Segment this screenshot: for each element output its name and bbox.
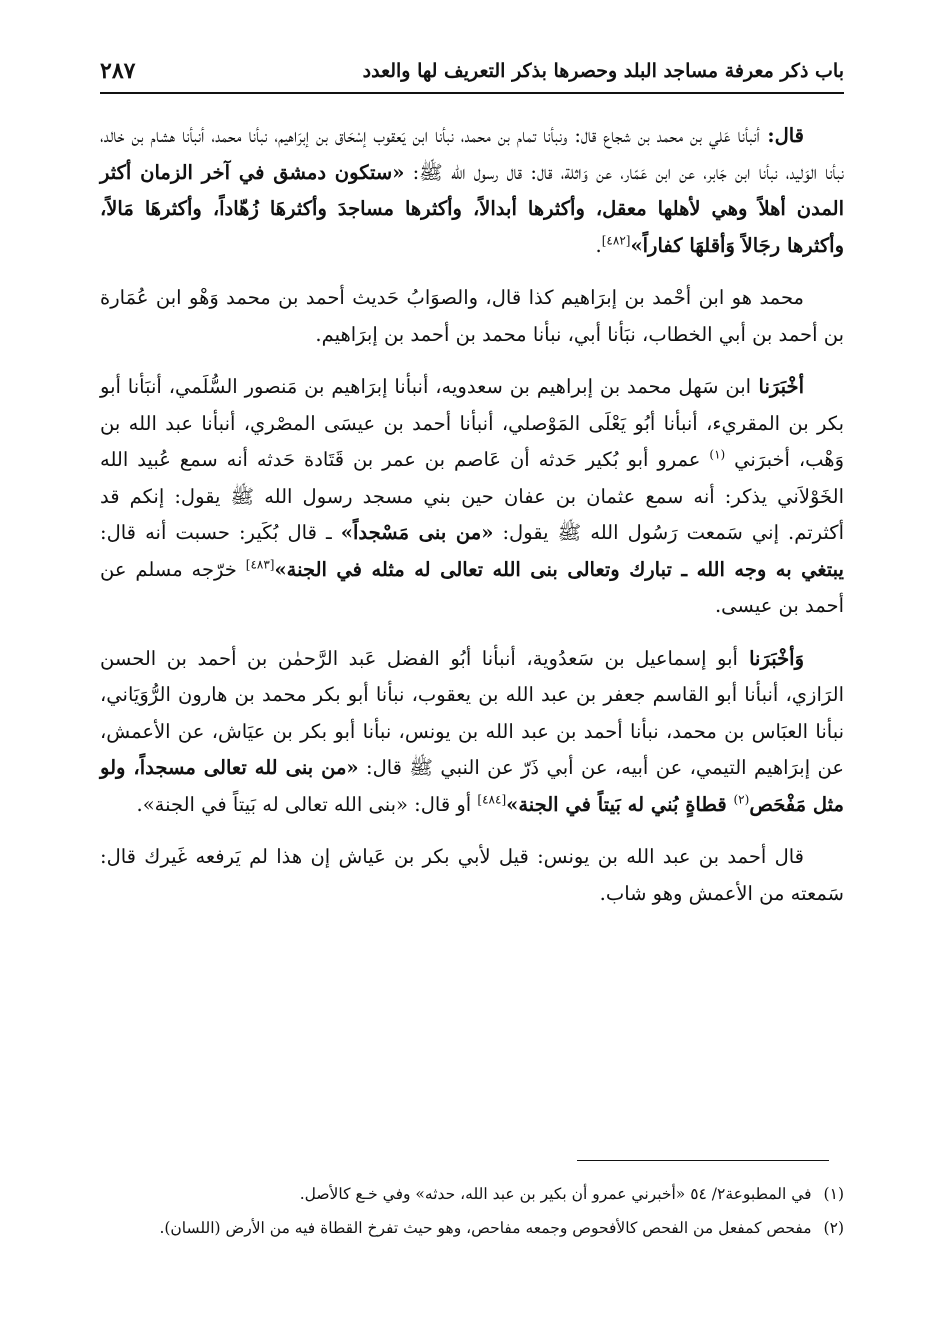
text-run: أنبأنا عَلي بن محمد بن شجاع قال: ونبأنا تمام بن محمد، نبأنا ابن يَعقوب إسْحَاق بن إبرَاهيم، نبأنا محمد، أنبأنا هشام بن خالد، نبأنا الوَليد، نبأنا ابن جَابر، عن ابن عَمّار، عن وَاثلة، قال: قال رسول الله ﷺ: xyxy=(100,124,844,184)
text-run: أو قال: «بنى الله تعالى له بَيتاً في الجنة». xyxy=(136,792,478,816)
text-run: . xyxy=(595,233,602,257)
bold-text: «ستكون دمشق في آخر الزمان أكثر المدن أهلاً وهي لأهلها معقل، وأكثرها أبدالاً، وأكثرها مساجدَ وأكثرهَا زُهّاداً، وأكثرهَا مَالاً، وأكثرها رجَالاً وَأقلهَا كفاراً» xyxy=(100,160,844,257)
reference-mark: [٤٨٤] xyxy=(477,792,507,806)
bold-text: قطاةٍ بُني له بَيتاً في الجنة» xyxy=(506,792,734,816)
text-run: عمرو أبو بُكير حَدثه أن عَاصم بن عمر بن قَتَادة حَدثه أنه سمع عُبيد الله الخَوْلاَني يذكر: أنه سمع عثمان بن عفان حين بني مسجد رسول الله ﷺ يقول: إنكم قد أكثرتم. إني سَمعت رَسُول الله ﷺ يقول: xyxy=(100,448,845,544)
footnotes xyxy=(100,1180,844,1248)
text-run: ـ قال بُكَير: حسبت أنه قال: xyxy=(100,521,341,544)
paragraph xyxy=(100,280,844,353)
text-run: أبو إسماعيل بن سَعدُوية، أنبأنا أبُو الفضل عَبد الرَّحمٰن بن أحمد بن الحسن الرَازي، أنبأنا أبو القاسم جعفر بن عبد الله بن يعقوب، نبأنا أبو بكر محمد بن هارون الرُّوَيَاني، نبأنا العبَاس بن محمد، نبأنا أحمد بن عبد الله بن يونس، نبأنا أبو بكر بن عيَاش، عن الأعمش، عن إبرَاهيم التيمي، عن أبيه، عن أبي ذَرّ عن النبي ﷺ قال: xyxy=(100,646,845,779)
footnote-divider xyxy=(577,1160,829,1161)
bold-text: يبتغي به وجه الله ـ تبارك وتعالى بنى الله تعالى له مثله في الجنة» xyxy=(274,557,844,581)
paragraph xyxy=(100,839,844,912)
main-text xyxy=(100,118,844,928)
reference-mark: (٢) xyxy=(733,792,750,806)
footnote xyxy=(100,1180,844,1208)
footnote-text: مفحص كمفعل من الفحص كالأفحوص وجمعه مفاحص، وهو حيث تفرخ القطاة فيه من الأرض (اللسان). xyxy=(159,1219,812,1237)
bold-text: قال: xyxy=(759,124,804,147)
text-run: خرّجه مسلم عن أحمد بن عيسى. xyxy=(100,557,844,617)
bold-text: «من بنى مَسْجداً» xyxy=(340,521,494,544)
text-run: قال أحمد بن عبد الله بن يونس: قيل لأبي بكر بن عَياش إن هذا لم يَرفعه غَيرك قال: سَمعته من الأعمش وهو شاب. xyxy=(100,845,844,905)
page-number: ٢٨٧ xyxy=(100,58,136,84)
text-run: ابن سَهل محمد بن إبراهيم بن سعدويه، أنبأنا إبرَاهيم بن مَنصور السُّلَمي، أنبَأنا أبو بكر بن المقريء، أنبأنا أبُو يَعْلَى المَوْصلي، أنبأنا أحمد بن عيسَى المصْري، أنبأنا عبد الله بن وَهْب، أخبرَني xyxy=(100,375,844,471)
paragraph xyxy=(100,641,844,824)
reference-mark: [٤٨٣] xyxy=(245,557,275,571)
reference-mark: [٤٨٢] xyxy=(601,233,631,247)
bold-text: أخْبَرَنا xyxy=(751,375,805,398)
footnote-number: (٢) xyxy=(823,1219,844,1237)
footnote-text: في المطبوعة٢/ ٥٤ «أخبرني عمرو أن بكير بن عبد الله، حدثه» وفي خـع كالأصل. xyxy=(299,1185,812,1203)
paragraph xyxy=(100,369,844,625)
footnote-number: (١) xyxy=(823,1185,844,1203)
reference-mark: (١) xyxy=(709,447,726,462)
paragraph xyxy=(100,118,844,264)
bold-text: وَأخْبَرَنا xyxy=(737,646,804,670)
running-title: باب ذكر معرفة مساجد البلد وحصرها بذكر التعريف لها والعدد xyxy=(362,60,844,82)
bold-text: «من بنى لله تعالى مسجداً، ولو مثل مَفْحَص xyxy=(100,756,844,816)
text-run: محمد هو ابن أحْمد بن إبرَاهيم كذا قال، والصوَابُ حَديث أحمد بن محمد وَهْو ابن عُمَارة بن أحمد بن أبي الخطاب، نبَأنا أبي، نبأنا محمد بن أحمد بن إبرَاهيم. xyxy=(100,286,844,346)
footnote xyxy=(100,1214,844,1242)
page-header xyxy=(100,52,844,94)
